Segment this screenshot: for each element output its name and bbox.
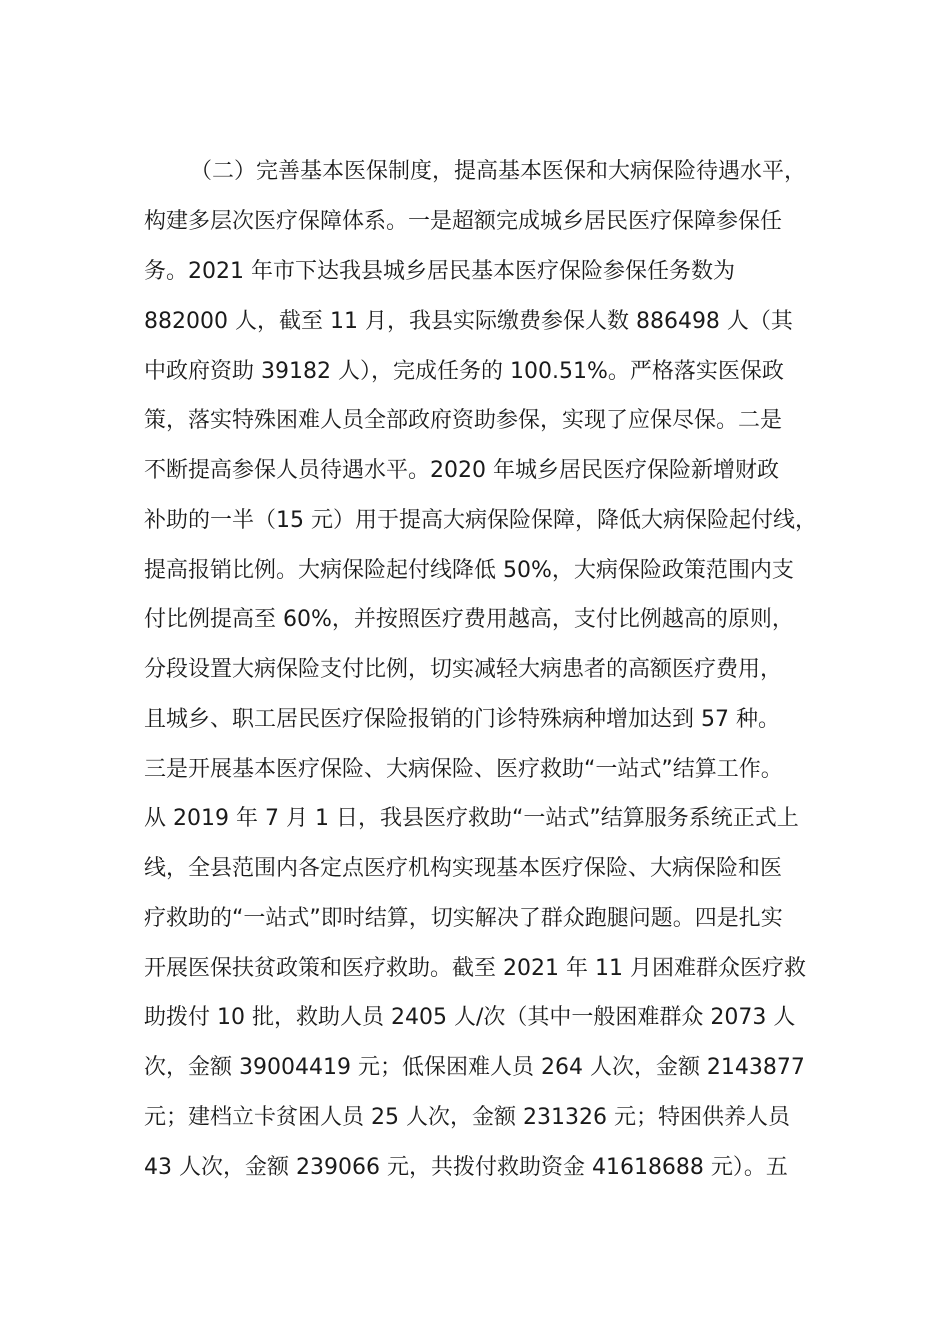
paragraph-line: 43 人次，金额 239066 元，共拨付救助资金 41618688 元）。五	[144, 1155, 788, 1180]
paragraph-line: 元；建档立卡贫困人员 25 人次，金额 231326 元；特困供养人员	[144, 1105, 790, 1130]
paragraph-line: 提高报销比例。大病保险起付线降低 50%，大病保险政策范围内支	[144, 558, 794, 583]
paragraph-line: 补助的一半（15 元）用于提高大病保险保障，降低大病保险起付线，	[144, 508, 817, 533]
paragraph-line: 助拨付 10 批，救助人员 2405 人/次（其中一般困难群众 2073 人	[144, 1005, 796, 1030]
paragraph-line: 不断提高参保人员待遇水平。2020 年城乡居民医疗保险新增财政	[144, 458, 779, 483]
paragraph-line: 线，全县范围内各定点医疗机构实现基本医疗保险、大病保险和医	[144, 856, 783, 881]
paragraph-line: 从 2019 年 7 月 1 日，我县医疗救助“一站式”结算服务系统正式上	[144, 806, 799, 831]
paragraph-line: 中政府资助 39182 人），完成任务的 100.51%。严格落实医保政	[144, 359, 784, 384]
paragraph-line: 构建多层次医疗保障体系。一是超额完成城乡居民医疗保障参保任	[144, 209, 783, 234]
paragraph-line: 付比例提高至 60%，并按照医疗费用越高，支付比例越高的原则，	[144, 607, 794, 632]
paragraph-line: 务。2021 年市下达我县城乡居民基本医疗保险参保任务数为	[144, 259, 735, 284]
paragraph-line: 三是开展基本医疗保险、大病保险、医疗救助“一站式”结算工作。	[144, 757, 783, 782]
paragraph-line: 开展医保扶贫政策和医疗救助。截至 2021 年 11 月困难群众医疗救	[144, 956, 806, 981]
paragraph-line: 882000 人，截至 11 月，我县实际缴费参保人数 886498 人（其	[144, 309, 793, 334]
paragraph-line: 疗救助的“一站式”即时结算，切实解决了群众跑腿问题。四是扎实	[144, 906, 783, 931]
paragraph-line: （二）完善基本医保制度，提高基本医保和大病保险待遇水平，	[190, 159, 807, 184]
paragraph-line: 策，落实特殊困难人员全部政府资助参保，实现了应保尽保。二是	[144, 408, 783, 433]
paragraph-line: 次，金额 39004419 元；低保困难人员 264 人次，金额 2143877	[144, 1055, 805, 1080]
paragraph-line: 且城乡、职工居民医疗保险报销的门诊特殊病种增加达到 57 种。	[144, 707, 780, 732]
paragraph-line: 分段设置大病保险支付比例，切实减轻大病患者的高额医疗费用，	[144, 657, 783, 682]
